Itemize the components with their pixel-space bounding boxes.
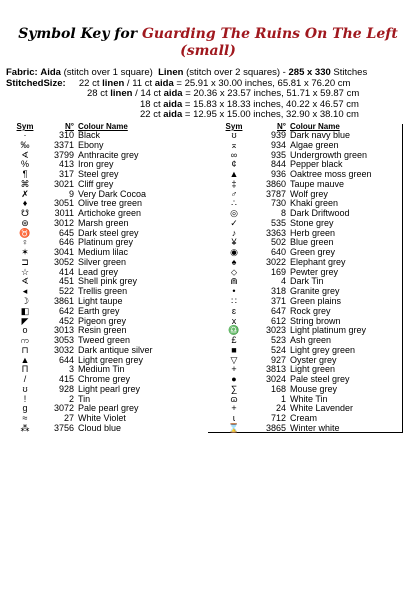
colour-name-cell: Shell pink grey xyxy=(78,277,138,287)
table-row xyxy=(6,131,202,141)
symbol-cell: ⁂ xyxy=(20,422,30,433)
table-row xyxy=(6,326,202,336)
ct-linen: 28 ct xyxy=(87,88,108,99)
table-row xyxy=(214,356,404,366)
symbol-cell: ⌅ xyxy=(230,139,238,150)
dmc-number-cell: 3024 xyxy=(265,374,286,385)
symbol-cell: g xyxy=(22,403,28,414)
symbol-cell: ‰ xyxy=(20,139,30,150)
table-row xyxy=(6,258,202,268)
colour-name-cell: Medium Tin xyxy=(78,365,125,375)
colour-name-cell: Cloud blue xyxy=(78,423,122,433)
dmc-number-cell: 644 xyxy=(58,354,74,365)
fabric-label: Fabric: xyxy=(6,67,38,78)
dmc-number-cell: 730 xyxy=(270,198,286,209)
symbol-cell: ☋ xyxy=(21,208,29,219)
dmc-number-cell: 934 xyxy=(270,139,286,150)
symbol-cell: ☽ xyxy=(20,296,30,307)
title-line-1 xyxy=(0,26,416,43)
colour-name-cell: Algae green xyxy=(290,140,339,150)
dmc-number-cell: 169 xyxy=(270,266,286,277)
symbol-cell: ♪ xyxy=(231,227,237,238)
dmc-number-cell: 523 xyxy=(270,335,286,346)
fabric-info xyxy=(6,68,412,121)
size-values: = 15.83 x 18.33 inches, 40.22 x 46.57 cm xyxy=(184,98,359,110)
colour-name-cell: String brown xyxy=(290,316,341,326)
colour-name-cell: Light taupe xyxy=(78,297,123,307)
table-row xyxy=(6,160,202,170)
dmc-number-cell: 640 xyxy=(270,247,286,258)
table-row xyxy=(214,375,404,385)
table-row xyxy=(214,190,404,200)
table-row xyxy=(214,307,404,317)
table-row xyxy=(214,365,404,375)
symbol-cell: ● xyxy=(231,374,237,385)
colour-name-cell: Olive tree green xyxy=(78,199,143,209)
colour-name-cell: Dark navy blue xyxy=(290,131,351,140)
dmc-number-cell: 3861 xyxy=(53,296,74,307)
symbol-cell: ☆ xyxy=(20,266,30,277)
dmc-number-cell: 27 xyxy=(63,413,74,424)
table-row xyxy=(6,209,202,219)
table-row xyxy=(6,307,202,317)
size-values: = 25.91 x 30.00 inches, 65.81 x 76.20 cm xyxy=(176,77,351,89)
dmc-number-cell: 935 xyxy=(270,149,286,160)
aida-word: aida xyxy=(163,109,183,120)
colour-name-cell: Green grey xyxy=(290,248,336,258)
colour-name-cell: Chrome grey xyxy=(78,375,131,385)
fabric-aida: Aida xyxy=(40,67,61,78)
dmc-number-cell: 24 xyxy=(275,403,286,414)
table-row xyxy=(214,287,404,297)
colour-name-cell: Tweed green xyxy=(78,336,131,346)
colour-name-cell: Trellis green xyxy=(78,287,128,297)
colour-name-cell: Green plains xyxy=(290,297,342,307)
table-row xyxy=(214,180,404,190)
dmc-number-cell: 413 xyxy=(58,159,74,170)
symbol-cell: ■ xyxy=(231,344,237,355)
table-row xyxy=(214,219,404,229)
stitched-size-block xyxy=(6,79,412,121)
table-row xyxy=(214,336,404,346)
dmc-number-cell: 522 xyxy=(58,286,74,297)
dmc-number-cell: 3051 xyxy=(53,198,74,209)
symbol-cell: ◉ xyxy=(230,247,238,258)
dmc-number-cell: 2 xyxy=(68,393,74,404)
table-row xyxy=(214,414,404,424)
colour-name-cell: Elephant grey xyxy=(290,257,346,267)
table-row xyxy=(6,248,202,258)
dmc-number-cell: 3011 xyxy=(54,208,74,219)
table-body xyxy=(214,131,404,434)
size-values: = 12.95 x 15.00 inches, 32.90 x 38.10 cm xyxy=(184,109,359,120)
ct-linen: 22 ct xyxy=(78,77,100,89)
symbol-cell: x xyxy=(231,315,237,326)
ct-aida: 18 ct xyxy=(140,98,161,110)
symbol-cell: ∢ xyxy=(21,276,29,287)
dmc-number-cell: 3053 xyxy=(53,335,74,346)
table-row xyxy=(214,258,404,268)
symbol-cell: £ xyxy=(231,335,237,346)
symbol-cell: ‡ xyxy=(231,178,237,189)
dmc-number-cell: 936 xyxy=(270,169,286,180)
dmc-number-cell: 310 xyxy=(58,130,74,140)
dmc-number-cell: 3023 xyxy=(265,325,286,336)
table-row xyxy=(214,229,404,239)
symbol-cell: ! xyxy=(23,393,27,404)
dmc-number-cell: 646 xyxy=(58,237,74,248)
symbol-cell: / xyxy=(23,374,27,385)
dmc-number-cell: 642 xyxy=(58,305,74,316)
dmc-number-cell: 415 xyxy=(58,374,74,385)
table-row xyxy=(214,346,404,356)
table-row xyxy=(214,170,404,180)
dmc-number-cell: 451 xyxy=(58,276,74,287)
symbol-cell: က xyxy=(20,335,30,346)
dmc-number-cell: 844 xyxy=(270,159,286,170)
table-body xyxy=(6,131,202,434)
aida-word: aida xyxy=(163,98,183,110)
table-row xyxy=(6,277,202,287)
colour-name-cell: Herb green xyxy=(290,228,336,238)
symbol-cell: ɷ xyxy=(230,393,238,404)
symbol-cell: ∷ xyxy=(231,296,237,307)
colour-name-cell: Pale pearl grey xyxy=(78,404,139,414)
table-row xyxy=(214,385,404,395)
colour-name-cell: Tin xyxy=(78,394,91,404)
symbol-cell: ▲ xyxy=(20,354,30,365)
symbol-cell: ⊛ xyxy=(21,217,29,228)
header-num: N° xyxy=(277,122,286,131)
header-num: N° xyxy=(65,122,74,131)
symbol-cell: ◤ xyxy=(21,315,29,326)
symbol-cell: ¢ xyxy=(231,159,237,170)
symbol-cell: ¥ xyxy=(231,237,237,248)
dmc-number-cell: 647 xyxy=(270,305,286,316)
colour-name-cell: Marsh green xyxy=(78,218,129,228)
dmc-number-cell: 168 xyxy=(270,383,286,394)
colour-name-cell: Light grey green xyxy=(290,345,356,355)
symbol-cell: ▽ xyxy=(230,354,238,365)
table-row xyxy=(6,317,202,327)
fabric-linen-note: (stitch over 2 squares) - xyxy=(186,67,286,78)
title-prefix: Symbol Key for xyxy=(18,26,138,42)
symbol-cell: ∢ xyxy=(21,149,29,160)
symbol-cell: ✗ xyxy=(21,188,29,199)
dmc-number-cell: 371 xyxy=(270,296,286,307)
table-row xyxy=(214,395,404,405)
symbol-cell: ⌘ xyxy=(20,178,30,189)
stitched-size-row xyxy=(6,110,412,121)
header-sym: Sym xyxy=(16,122,34,131)
table-row xyxy=(6,414,202,424)
symbol-cell: ɛ xyxy=(231,305,237,316)
table-row xyxy=(6,356,202,366)
table-row xyxy=(6,297,202,307)
dmc-number-cell: 414 xyxy=(58,266,74,277)
dmc-number-cell: 524 xyxy=(270,344,286,355)
dmc-number-cell: 712 xyxy=(270,413,286,424)
table-row xyxy=(6,190,202,200)
dmc-number-cell: 3813 xyxy=(265,364,286,375)
table-row xyxy=(6,268,202,278)
dmc-number-cell: 8 xyxy=(280,208,286,219)
dmc-number-cell: 535 xyxy=(270,217,286,228)
pattern-name: Guarding The Ruins On The Left xyxy=(141,26,398,42)
colour-name-cell: Medium lilac xyxy=(78,248,129,258)
header-name: Colour Name xyxy=(78,122,128,131)
pattern-size-label: (small) xyxy=(180,43,236,59)
colour-name-cell: Khaki green xyxy=(290,199,339,209)
fabric-linen: Linen xyxy=(158,67,184,78)
stitched-size-label: StitchedSize: xyxy=(6,77,66,89)
table-row xyxy=(6,424,202,434)
table-header xyxy=(6,122,202,131)
dmc-number-cell: 317 xyxy=(58,169,74,180)
dmc-number-cell: 3865 xyxy=(265,422,286,433)
colour-name-cell: Rock grey xyxy=(290,306,331,316)
symbol-cell: ♀ xyxy=(21,237,29,248)
symbol-cell: ♂ xyxy=(230,188,238,199)
dmc-number-cell: 3072 xyxy=(53,403,74,414)
symbol-cell: ⊓ xyxy=(21,344,29,355)
symbol-cell: • xyxy=(232,286,236,297)
symbol-cell: ♉ xyxy=(19,227,31,238)
colour-name-cell: Dark steel grey xyxy=(78,228,139,238)
colour-name-cell: Wolf grey xyxy=(290,189,328,199)
colour-name-cell: Anthracite grey xyxy=(78,150,139,160)
symbol-cell: ʊ xyxy=(231,130,237,140)
dmc-number-cell: 3032 xyxy=(53,344,74,355)
dmc-number-cell: 3021 xyxy=(53,178,74,189)
symbol-cell: ▲ xyxy=(229,169,239,180)
symbol-cell: · xyxy=(23,130,27,140)
dmc-number-cell: 502 xyxy=(270,237,286,248)
page-title xyxy=(0,26,416,60)
symbol-cell: ◂ xyxy=(22,286,28,297)
dmc-number-cell: 3022 xyxy=(265,256,286,267)
table-row xyxy=(6,229,202,239)
table-row xyxy=(214,268,404,278)
table-row xyxy=(214,238,404,248)
table-row xyxy=(6,365,202,375)
colour-name-cell: Pewter grey xyxy=(290,267,339,277)
symbol-cell: ✶ xyxy=(21,247,29,258)
linen-word: linen xyxy=(110,88,133,99)
symbol-cell: ɩ xyxy=(233,413,235,424)
symbol-cell: ∴ xyxy=(231,198,237,209)
symbol-cell: ʊ xyxy=(22,383,28,394)
symbol-cell: ≈ xyxy=(22,413,28,424)
dmc-number-cell: 3013 xyxy=(53,325,74,336)
ct-aida: 22 ct xyxy=(140,109,161,120)
dmc-number-cell: 645 xyxy=(58,227,74,238)
colour-name-cell: Earth grey xyxy=(78,306,120,316)
dmc-number-cell: 939 xyxy=(270,130,286,140)
fabric-aida-note: (stitch over 1 square) xyxy=(63,67,153,78)
table-row xyxy=(214,404,404,414)
colour-name-cell: Pale steel grey xyxy=(290,375,350,385)
colour-name-cell: Dark Tin xyxy=(290,277,324,287)
dmc-number-cell: 3363 xyxy=(265,227,286,238)
dmc-number-cell: 928 xyxy=(58,383,74,394)
dmc-number-cell: 3799 xyxy=(53,149,74,160)
symbol-cell: ♎ xyxy=(228,325,240,336)
symbol-cell: o xyxy=(22,325,28,336)
colour-name-cell: Platinum grey xyxy=(78,238,134,248)
dmc-number-cell: 9 xyxy=(68,188,74,199)
colour-name-cell: Cliff grey xyxy=(78,179,114,189)
table-row xyxy=(6,180,202,190)
table-row xyxy=(214,326,404,336)
colour-name-cell: Oaktree moss green xyxy=(290,170,372,180)
colour-name-cell: Resin green xyxy=(78,326,127,336)
colour-name-cell: Ebony xyxy=(78,140,104,150)
table-header xyxy=(214,122,404,131)
colour-name-cell: Pigeon grey xyxy=(78,316,127,326)
table-row xyxy=(6,199,202,209)
colour-name-cell: Light platinum grey xyxy=(290,326,367,336)
colour-name-cell: Dark antique silver xyxy=(78,345,153,355)
table-row xyxy=(6,151,202,161)
colour-name-cell: Light pearl grey xyxy=(78,384,141,394)
stitch-count: 285 x 330 xyxy=(288,67,331,78)
colour-name-cell: Dark Driftwood xyxy=(290,209,350,219)
table-row xyxy=(214,209,404,219)
ct-aida: / 11 ct xyxy=(126,77,153,89)
symbol-cell: + xyxy=(231,403,237,414)
symbol-cell: ¶ xyxy=(22,169,28,180)
table-row xyxy=(214,151,404,161)
table-row xyxy=(214,131,404,141)
colour-name-cell: Taupe mauve xyxy=(290,179,345,189)
colour-name-cell: Iron grey xyxy=(78,160,114,170)
colour-name-cell: Oyster grey xyxy=(290,355,337,365)
colour-name-cell: Silver green xyxy=(78,257,127,267)
symbol-cell: ⬦ xyxy=(230,266,238,277)
colour-name-cell: White Tin xyxy=(290,394,328,404)
linen-word: linen xyxy=(102,77,125,89)
dmc-number-cell: 318 xyxy=(270,286,286,297)
table-row xyxy=(6,141,202,151)
symbol-key-left xyxy=(6,122,202,434)
colour-name-cell: White Lavender xyxy=(290,404,354,414)
table-row xyxy=(214,317,404,327)
dmc-number-cell: 927 xyxy=(270,354,286,365)
dmc-number-cell: 3052 xyxy=(53,256,74,267)
colour-name-cell: Stone grey xyxy=(290,218,334,228)
colour-name-cell: Ash green xyxy=(290,336,332,346)
header-name: Colour Name xyxy=(290,122,340,131)
colour-name-cell: Cream xyxy=(290,414,318,424)
dmc-number-cell: 1 xyxy=(280,393,286,404)
colour-name-cell: Light green xyxy=(290,365,336,375)
stitch-count-unit: Stitches xyxy=(333,67,368,78)
symbol-cell: ⌛ xyxy=(228,422,240,433)
colour-name-cell: Undergrowth green xyxy=(290,150,368,160)
header-sym: Sym xyxy=(225,122,243,131)
symbol-cell: ♠ xyxy=(231,256,237,267)
symbol-cell: ∞ xyxy=(230,149,238,160)
table-row xyxy=(6,395,202,405)
colour-name-cell: Artichoke green xyxy=(78,209,142,219)
colour-name-cell: Winter white xyxy=(290,423,340,433)
symbol-cell: ✓ xyxy=(230,217,238,228)
table-row xyxy=(6,385,202,395)
aida-word: aida xyxy=(163,88,183,99)
table-row xyxy=(6,375,202,385)
table-row xyxy=(6,404,202,414)
dmc-number-cell: 3371 xyxy=(53,139,74,150)
colour-name-cell: White Violet xyxy=(78,414,126,424)
dmc-number-cell: 3787 xyxy=(265,188,286,199)
aida-word: aida xyxy=(154,77,174,89)
symbol-cell: ⊐ xyxy=(21,256,29,267)
colour-name-cell: Granite grey xyxy=(290,287,340,297)
size-values: = 20.36 x 23.57 inches, 51.71 x 59.87 cm xyxy=(185,88,360,99)
dmc-number-cell: 3 xyxy=(68,364,74,375)
symbol-cell: ◎ xyxy=(230,208,238,219)
symbol-cell: + xyxy=(231,364,237,375)
dmc-number-cell: 4 xyxy=(280,276,286,287)
table-row xyxy=(214,248,404,258)
symbol-cell: Π xyxy=(21,364,29,375)
symbol-cell: ⋒ xyxy=(230,276,238,287)
symbol-cell: ∑ xyxy=(230,383,238,394)
table-row xyxy=(6,287,202,297)
table-row xyxy=(6,336,202,346)
table-row xyxy=(214,424,404,434)
symbol-cell: ♦ xyxy=(22,198,28,209)
colour-name-cell: Mouse grey xyxy=(290,384,338,394)
colour-name-cell: Black xyxy=(78,131,101,140)
table-row xyxy=(6,170,202,180)
dmc-number-cell: 3041 xyxy=(53,247,74,258)
colour-name-cell: Pepper black xyxy=(290,160,343,170)
symbol-cell: ◧ xyxy=(20,305,30,316)
dmc-number-cell: 3756 xyxy=(53,422,74,433)
table-row xyxy=(214,277,404,287)
table-row xyxy=(6,346,202,356)
colour-name-cell: Steel grey xyxy=(78,170,119,180)
dmc-number-cell: 3012 xyxy=(53,217,74,228)
symbol-cell: % xyxy=(20,159,29,170)
table-row xyxy=(214,141,404,151)
dmc-number-cell: 452 xyxy=(58,315,74,326)
dmc-number-cell: 3860 xyxy=(265,178,286,189)
dmc-number-cell: 612 xyxy=(270,315,286,326)
table-row xyxy=(214,297,404,307)
colour-name-cell: Light green grey xyxy=(78,355,144,365)
table-row xyxy=(6,219,202,229)
table-row xyxy=(214,160,404,170)
colour-name-cell: Blue green xyxy=(290,238,334,248)
table-row xyxy=(214,199,404,209)
ct-aida: / 14 ct xyxy=(135,88,161,99)
colour-name-cell: Lead grey xyxy=(78,267,119,277)
colour-name-cell: Very Dark Cocoa xyxy=(78,189,147,199)
symbol-key-right xyxy=(214,122,404,434)
table-row xyxy=(6,238,202,248)
